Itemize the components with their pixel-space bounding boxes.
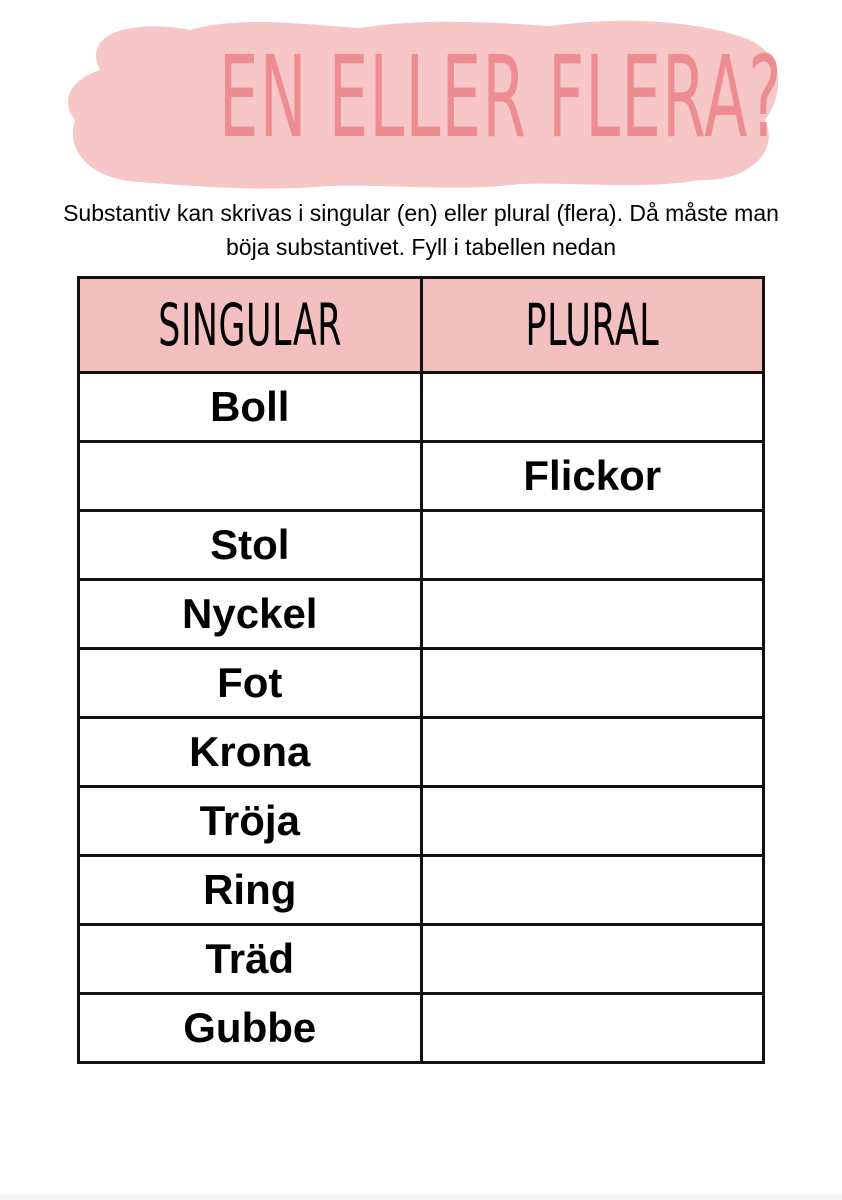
page-bottom-edge <box>0 1194 842 1200</box>
plural-cell[interactable] <box>421 511 764 580</box>
plural-cell[interactable] <box>421 373 764 442</box>
singular-plural-table <box>77 276 765 1064</box>
singular-cell[interactable]: Stol <box>79 511 422 580</box>
instructions-line-1: Substantiv kan skrivas i singular (en) eller plural (flera). Då måste man <box>63 200 779 226</box>
plural-cell[interactable] <box>421 994 764 1063</box>
singular-cell[interactable]: Ring <box>79 856 422 925</box>
plural-cell[interactable]: Flickor <box>421 442 764 511</box>
plural-cell[interactable] <box>421 787 764 856</box>
table-row <box>79 442 764 511</box>
table-row <box>79 580 764 649</box>
table-row <box>79 373 764 442</box>
singular-cell[interactable]: Boll <box>79 373 422 442</box>
plural-cell[interactable] <box>421 649 764 718</box>
singular-cell[interactable]: Fot <box>79 649 422 718</box>
table-row <box>79 511 764 580</box>
singular-cell[interactable] <box>79 442 422 511</box>
table-row <box>79 649 764 718</box>
singular-cell[interactable]: Träd <box>79 925 422 994</box>
instructions <box>0 196 842 264</box>
table-row <box>79 856 764 925</box>
singular-cell[interactable]: Gubbe <box>79 994 422 1063</box>
plural-cell[interactable] <box>421 925 764 994</box>
singular-cell[interactable]: Tröja <box>79 787 422 856</box>
singular-cell[interactable]: Krona <box>79 718 422 787</box>
title-banner <box>60 10 782 192</box>
plural-cell[interactable] <box>421 580 764 649</box>
table-row <box>79 787 764 856</box>
table-row <box>79 718 764 787</box>
header-plural-label: PLURAL <box>525 291 660 359</box>
header-plural <box>421 278 764 373</box>
plural-cell[interactable] <box>421 718 764 787</box>
instructions-line-2: böja substantivet. Fyll i tabellen nedan <box>226 234 616 260</box>
table-row <box>79 925 764 994</box>
header-singular <box>79 278 422 373</box>
table-header-row <box>79 278 764 373</box>
singular-cell[interactable]: Nyckel <box>79 580 422 649</box>
table-row <box>79 994 764 1063</box>
page-title: EN ELLER FLERA? <box>218 33 783 163</box>
plural-cell[interactable] <box>421 856 764 925</box>
header-singular-label: SINGULAR <box>157 291 342 359</box>
